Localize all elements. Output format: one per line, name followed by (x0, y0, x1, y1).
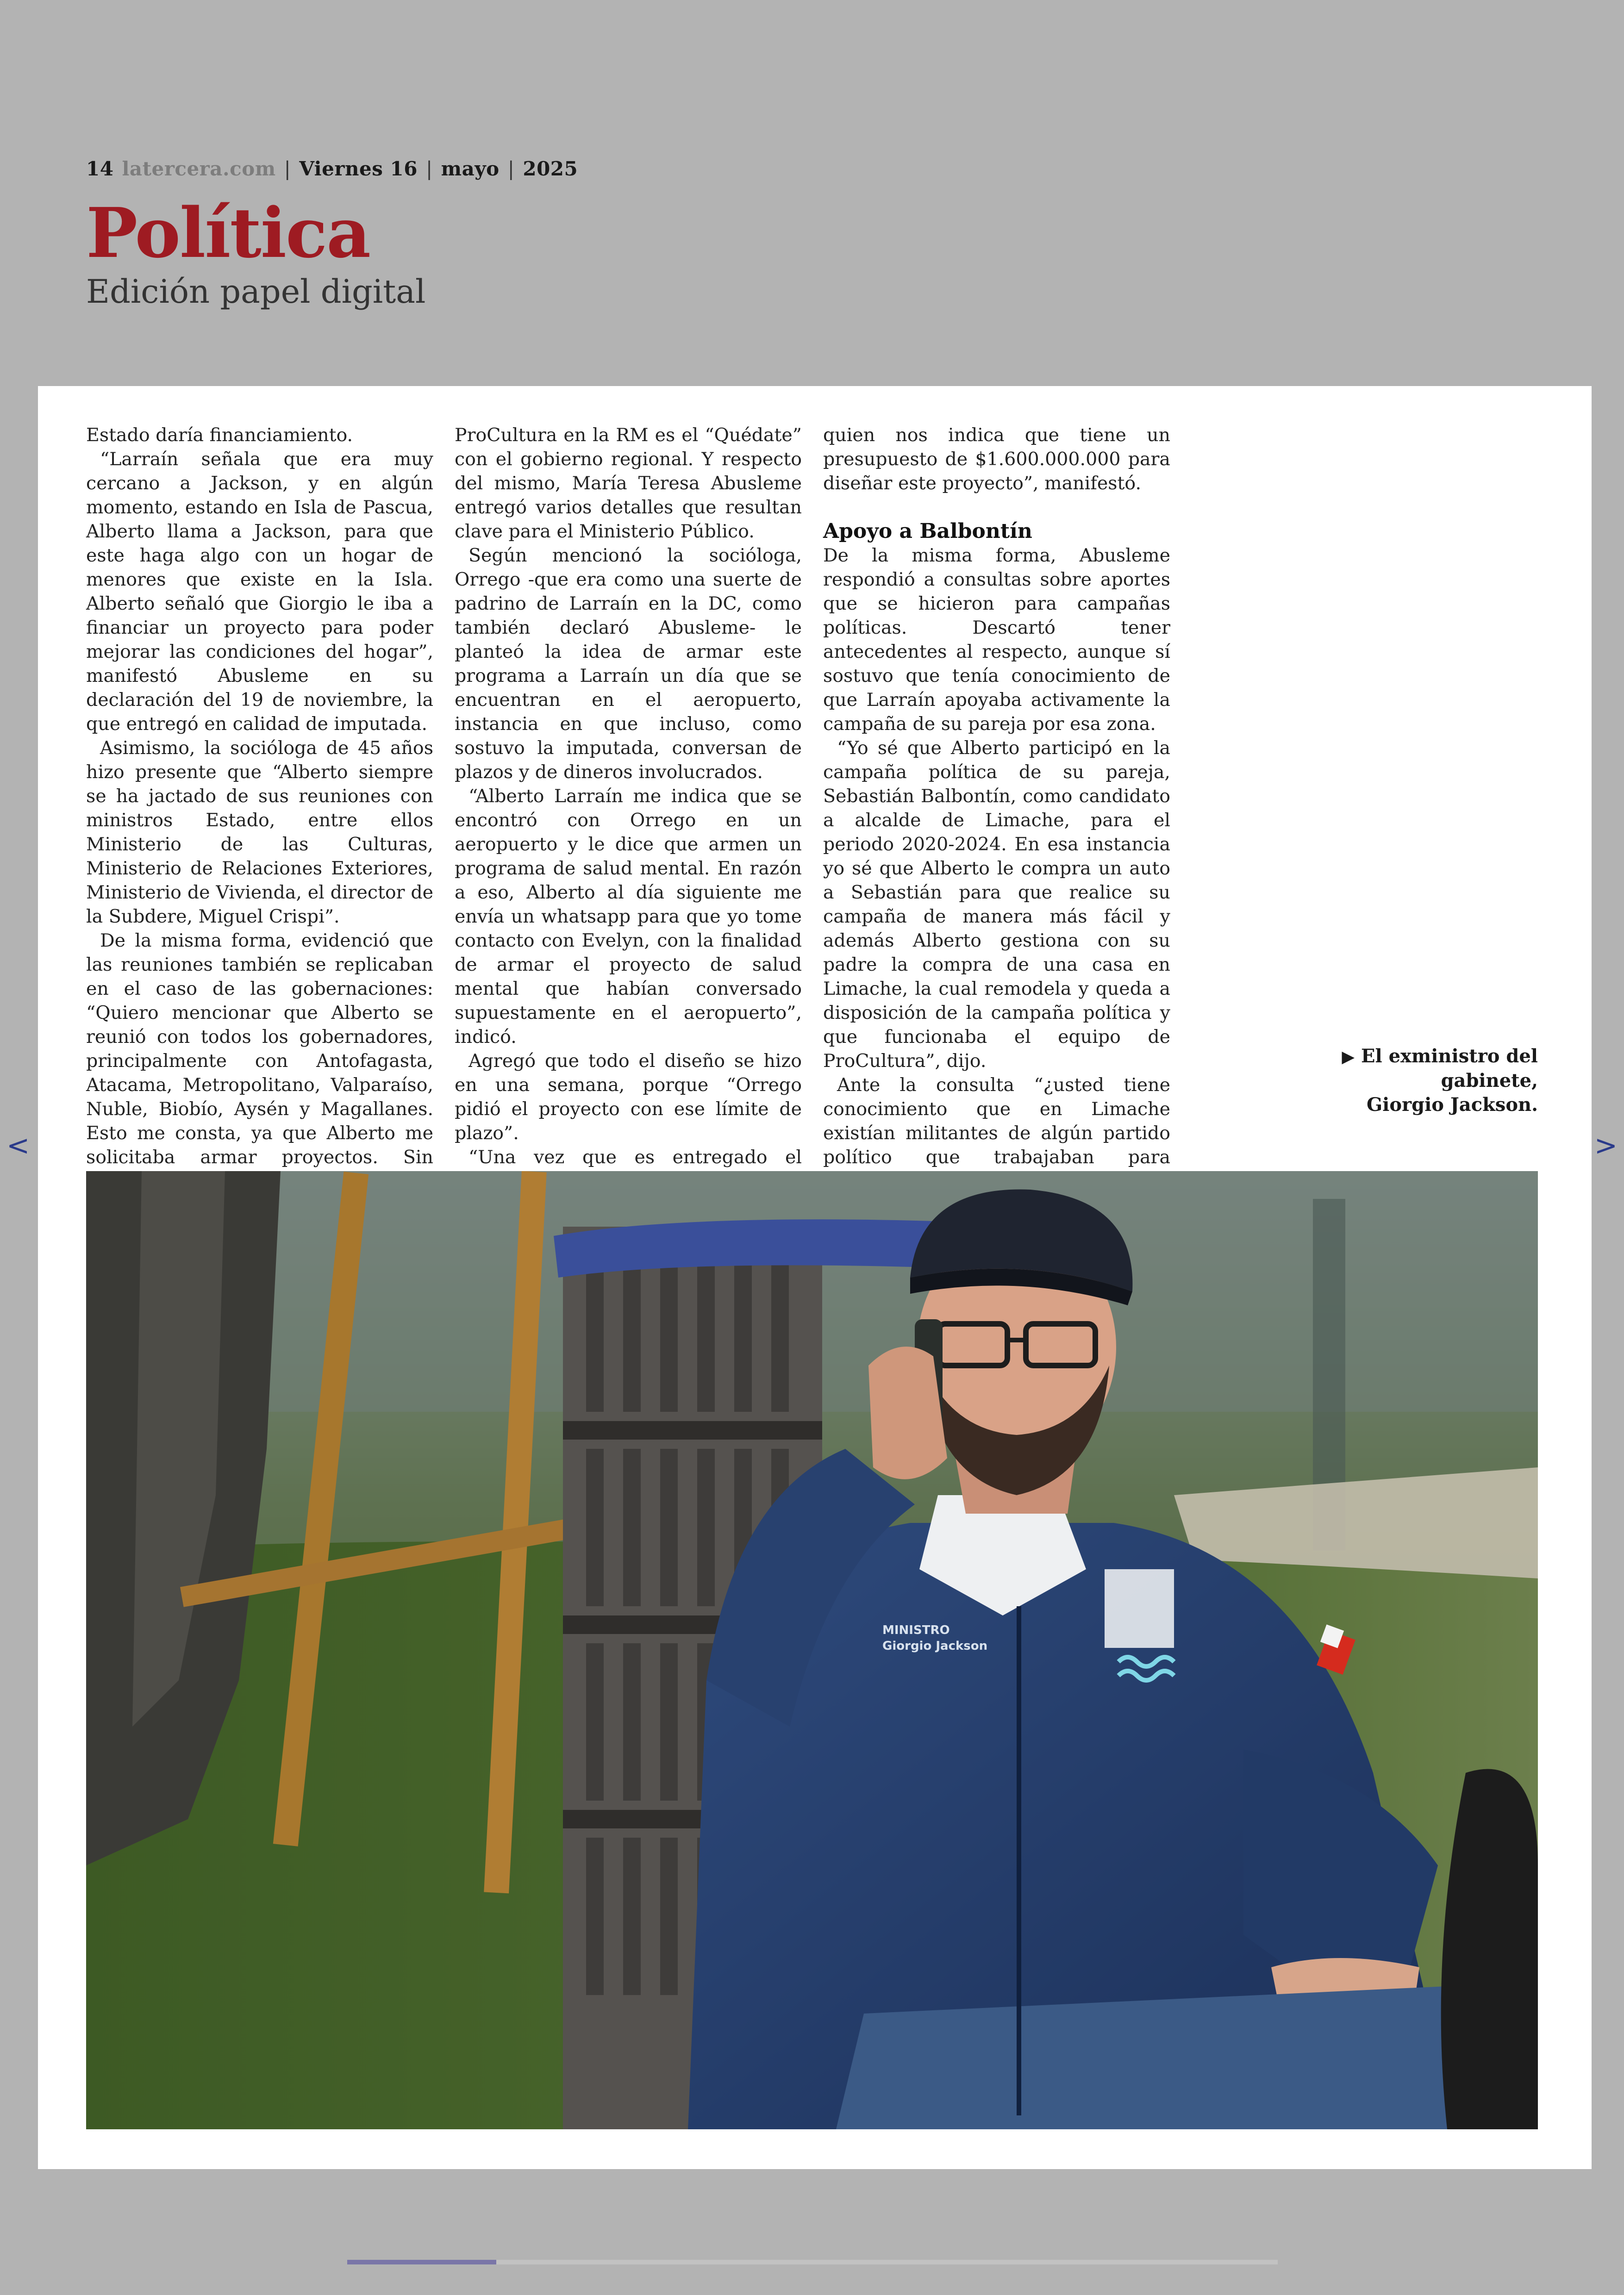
photo-caption (1242, 1044, 1538, 1117)
section-title: Política (86, 193, 370, 273)
caption-arrow-icon: ▶ (1342, 1047, 1355, 1066)
date-year: 2025 (523, 157, 578, 180)
paragraph: “Larraín señala que era muy cercano a Jackson, y en algún momento, estando en Isla de Pascua, Alberto llama a Jackson, para que este haga algo con un hogar de menores que existe en la Isla. Alberto señaló que Giorgio le iba a financiar un proyecto para poder mejorar las condiciones del hogar”, manifestó Abusleme en su declaración del 19 de noviembre, la que entregó en calidad de imputada. (86, 449, 433, 735)
photo-illustration (86, 1171, 1538, 2129)
paragraph: Según mencionó la socióloga, Orrego -que era como una suerte de padrino de Larraín en la DC, como también declaró Abusleme- le planteó la idea de armar este programa a Larraín un día que se encuentran en el aeropuerto, instancia en que incluso, como sostuvo la imputada, conversan de plazos y de dineros involucrados. (455, 545, 802, 783)
separator: | (284, 157, 291, 180)
masthead (86, 157, 578, 311)
reading-progress-bar[interactable] (347, 2260, 1278, 2264)
paragraph: De la misma forma, Abusleme respondió a consultas sobre aportes que se hicieron para campañas políticas. Descartó tener antecedentes al respecto, aunque sí sostuvo que tenía conocimiento de que Larraín apoyaba activamente la campaña de su pareja por esa zona. (823, 545, 1170, 735)
reading-progress-fill (347, 2260, 496, 2264)
paragraph: Agregó que todo el diseño se hizo en una semana, porque “Orrego pidió el proyecto con ese límite de plazo”. (455, 1050, 802, 1144)
article-column-3 (823, 423, 1170, 1290)
jacket-text-1: MINISTRO (882, 1623, 950, 1637)
paragraph: Asimismo, la socióloga de 45 años hizo presente que “Alberto siempre se ha jactado de sus reuniones con ministros Estado, entre ellos Ministerio de las Culturas, Ministerio de Relaciones Exteriores, Ministerio de Vivienda, el director de la Subdere, Miguel Crispi”. (86, 737, 433, 927)
subheading: Apoyo a Balbontín (823, 519, 1032, 543)
paragraph-text: Ante la consulta “¿usted tiene conocimiento que en Limache existían militantes de algún partido político que trabajaban para (823, 1074, 1170, 1168)
section-subtitle: Edición papel digital (86, 273, 426, 311)
paragraph: ProCultura en la RM es el “Quédate” con el gobierno regional. Y respecto del mismo, María Teresa Abusleme entregó varios detalles que resultan clave para el Ministerio Público. (455, 424, 802, 542)
caption-line-1: El exministro del gabinete, (1361, 1045, 1538, 1091)
paragraph: quien nos indica que tiene un presupuesto de $1.600.000.000 para diseñar este proyecto”, manifestó. (823, 424, 1170, 494)
page-sheet (38, 386, 1592, 2169)
paragraph: “Alberto Larraín me indica que se encontró con Orrego en un aeropuerto y le dice que armen un programa de salud mental. En razón a eso, Alberto al día siguiente me envía un whatsapp para que yo tome contacto con Evelyn, con la finalidad de armar el proyecto de salud mental que habían conversado supuestamente en el aeropuerto”, indicó. (455, 786, 802, 1048)
paragraph: De la misma forma, evidenció que las reuniones también se replicaban en el caso de las gobernaciones: “Quiero mencionar que Alberto se reunió con todos los gobernadores, principalmente con Antofagasta, Atacama, Metropolitano, Valparaíso, Nuble, Biobío, Aysén y Magallanes. Esto me consta, ya que Alberto me solicitaba armar proyectos. Sin (86, 930, 433, 1168)
jacket-text-2: Giorgio Jackson (882, 1639, 988, 1653)
date-day: Viernes 16 (299, 157, 418, 180)
article-photo (86, 1171, 1538, 2129)
next-page-icon[interactable]: > (1594, 1129, 1618, 1162)
separator: | (425, 157, 433, 180)
paragraph: “Yo sé que Alberto participó en la campaña política de su pareja, Sebastián Balbontín, como candidato a alcalde de Limache, para el periodo 2020-2024. En esa instancia yo sé que Alberto le compra un auto a Sebastián para que realice su campaña de manera más fácil y además Alberto gestiona con su padre la compra de una casa en Limache, la cual remodela y queda a disposición de la campaña política y que funcionaba el equipo de ProCultura”, dijo. (823, 737, 1170, 1072)
paragraph: “Una vez que es entregado el (468, 1147, 802, 1168)
site-name[interactable]: latercera.com (122, 157, 276, 180)
date-month: mayo (441, 157, 500, 180)
dateline (86, 157, 578, 180)
paragraph: Estado daría financiamiento. (86, 424, 353, 446)
previous-page-icon[interactable]: < (6, 1129, 30, 1162)
page-number: 14 (86, 157, 114, 180)
caption-line-2: Giorgio Jackson. (1367, 1094, 1538, 1116)
separator: | (507, 157, 515, 180)
